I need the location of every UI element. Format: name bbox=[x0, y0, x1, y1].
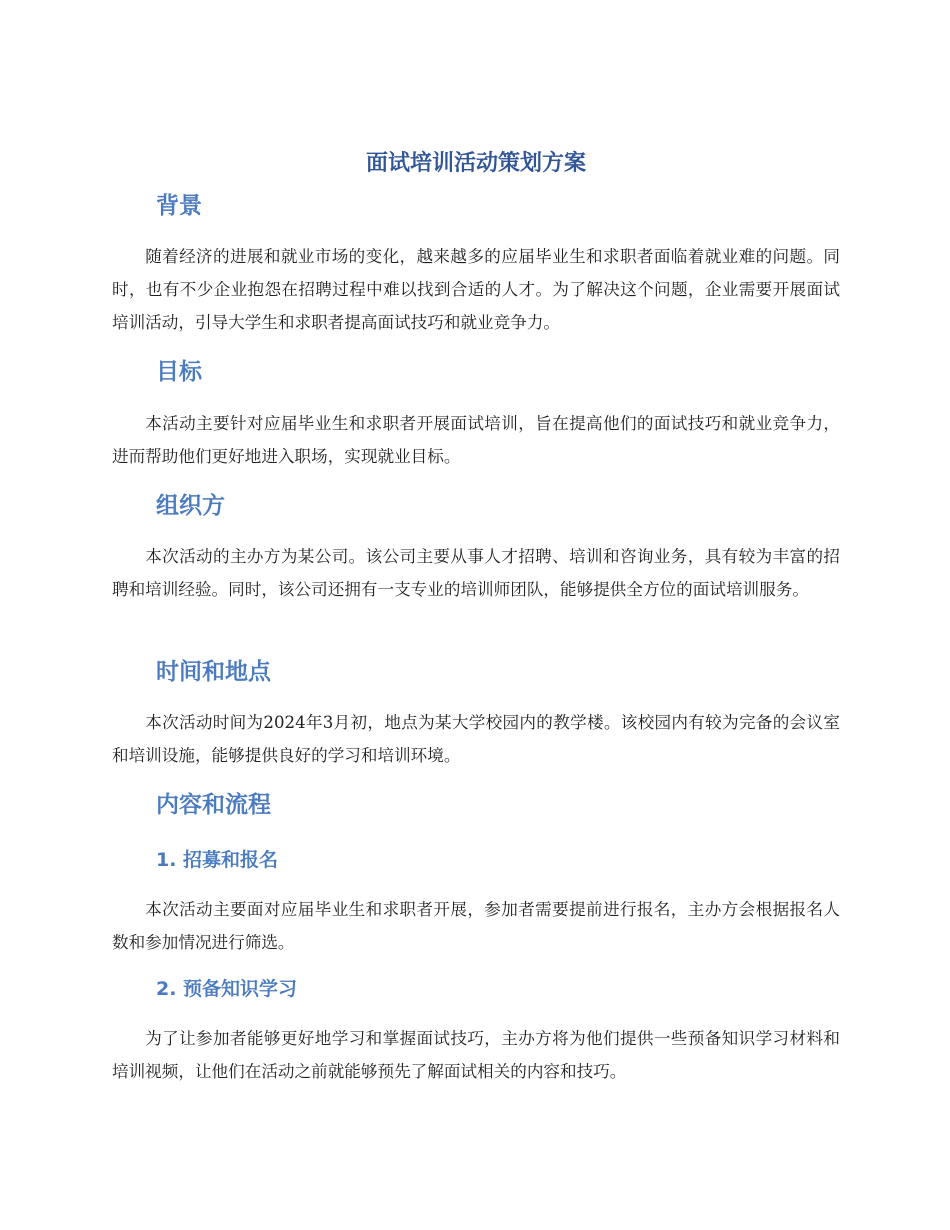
section-heading-goal: 目标 bbox=[156, 359, 202, 385]
section-heading-organizer: 组织方 bbox=[156, 493, 225, 519]
section-heading-content-process: 内容和流程 bbox=[156, 792, 271, 818]
section-heading-background: 背景 bbox=[156, 193, 202, 219]
subsection-heading-preparation: 2. 预备知识学习 bbox=[156, 978, 298, 1000]
section-paragraph-organizer: 本次活动的主办方为某公司。该公司主要从事人才招聘、培训和咨询业务，具有较为丰富的招聘和培训经验。同时，该公司还拥有一支专业的培训师团队，能够提供全方位的面试培训服务。 bbox=[112, 547, 840, 599]
section-paragraph-background: 随着经济的进展和就业市场的变化，越来越多的应届毕业生和求职者面临着就业难的问题。同时，也有不少企业抱怨在招聘过程中难以找到合适的人才。为了解决这个问题，企业需要开展面试培训活动，引导大学生和求职者提高面试技巧和就业竞争力。 bbox=[112, 247, 840, 332]
document-title: 面试培训活动策划方案 bbox=[365, 151, 586, 176]
section-paragraph-time-place: 本次活动时间为2024年3月初，地点为某大学校园内的教学楼。该校园内有较为完备的会议室和培训设施，能够提供良好的学习和培训环境。 bbox=[112, 713, 840, 765]
section-paragraph-goal: 本活动主要针对应届毕业生和求职者开展面试培训，旨在提高他们的面试技巧和就业竞争力，进而帮助他们更好地进入职场，实现就业目标。 bbox=[112, 414, 840, 466]
subsection-paragraph-recruit: 本次活动主要面对应届毕业生和求职者开展，参加者需要提前进行报名，主办方会根据报名人数和参加情况进行筛选。 bbox=[112, 900, 840, 952]
subsection-paragraph-preparation: 为了让参加者能够更好地学习和掌握面试技巧，主办方将为他们提供一些预备知识学习材料和培训视频，让他们在活动之前就能够预先了解面试相关的内容和技巧。 bbox=[112, 1029, 840, 1081]
section-heading-time-place: 时间和地点 bbox=[156, 659, 271, 685]
subsection-heading-recruit: 1. 招募和报名 bbox=[156, 849, 279, 871]
